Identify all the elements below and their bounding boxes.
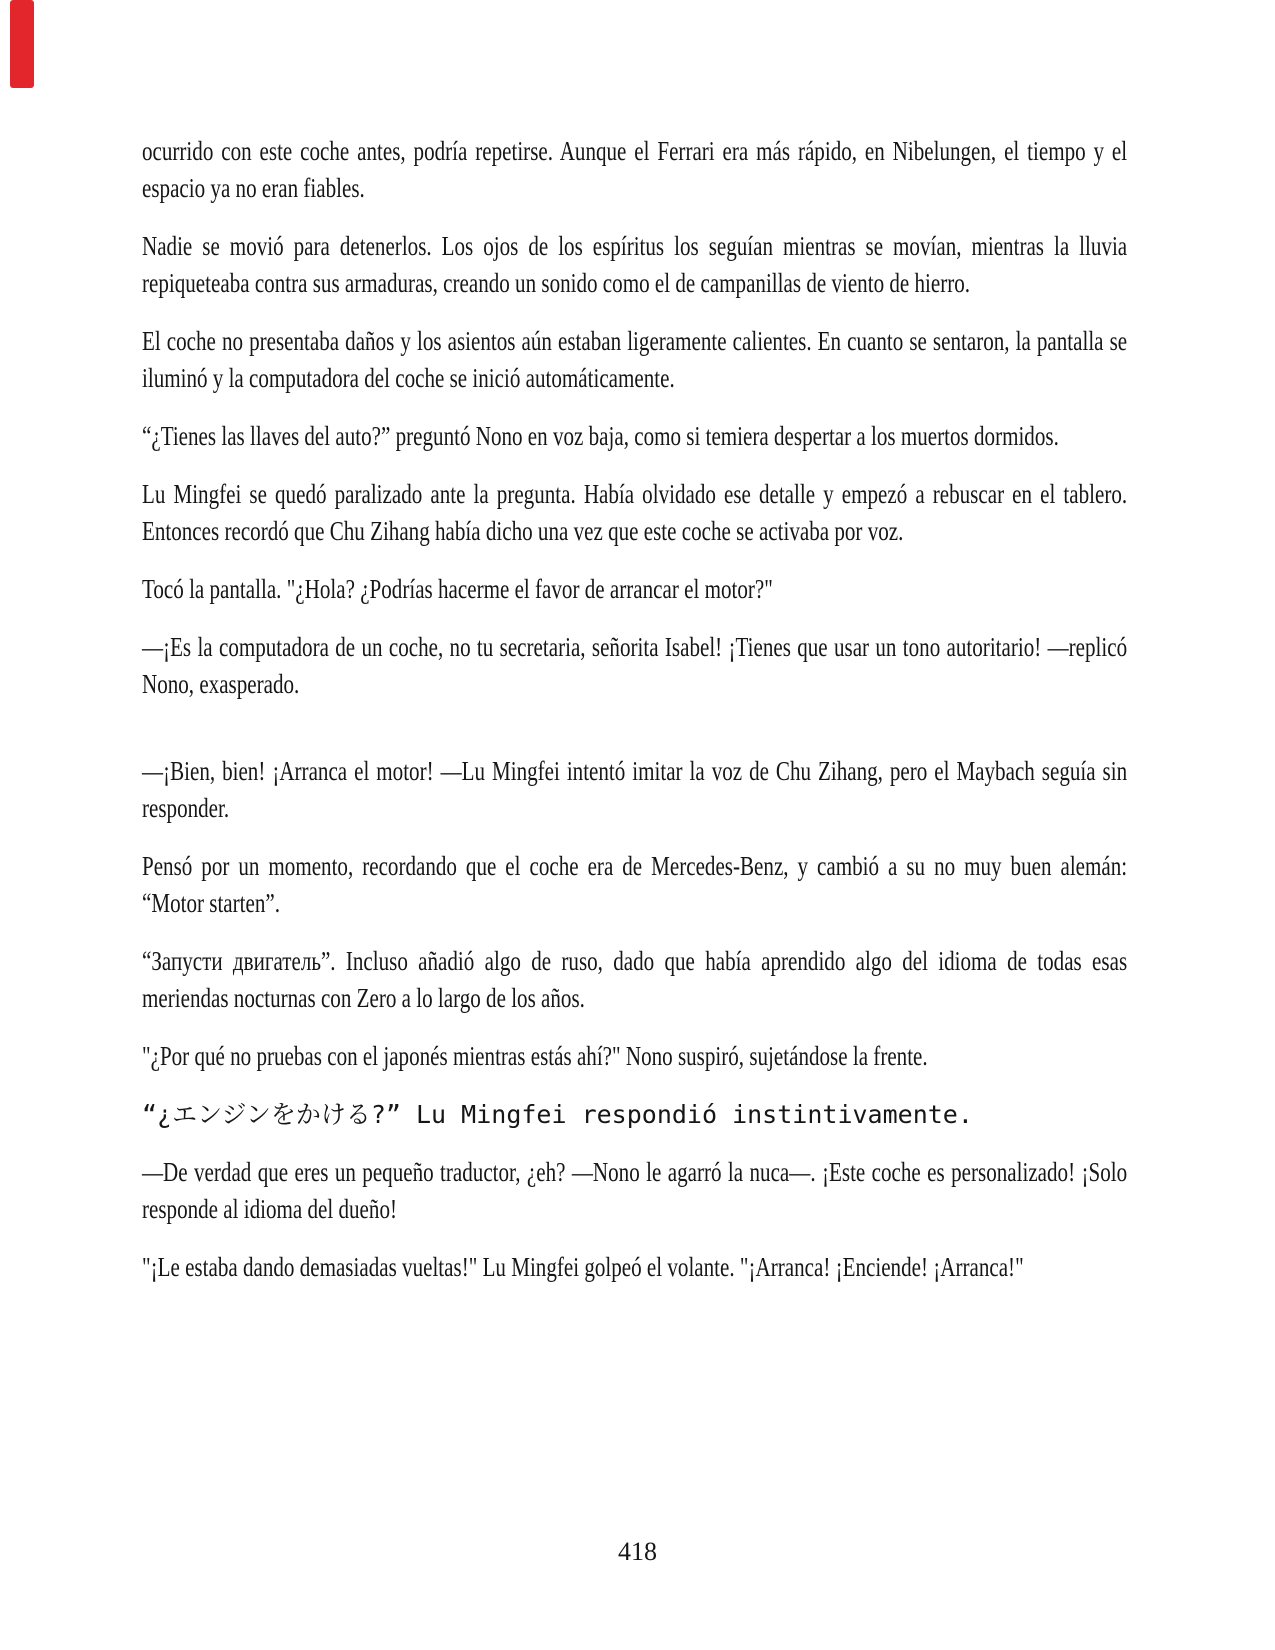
page-text-block bbox=[142, 133, 1127, 1307]
paragraph: —De verdad que eres un pequeño traductor, ¿eh? —Nono le agarró la nuca—. ¡Este coche es personalizado! ¡Solo responde al idioma del dueño! bbox=[142, 1157, 1128, 1224]
page-number: 418 bbox=[618, 1537, 657, 1566]
paragraph: Tocó la pantalla. "¿Hola? ¿Podrías hacerme el favor de arrancar el motor?" bbox=[142, 574, 773, 604]
paragraph: “Запусти двигатель”. Incluso añadió algo de ruso, dado que había aprendido algo del idioma de todas esas meriendas nocturnas con Zero a lo largo de los años. bbox=[142, 946, 1128, 1013]
paragraph: “¿エンジンをかける?” Lu Mingfei respondió instintivamente. bbox=[142, 1100, 973, 1129]
paragraph: El coche no presentaba daños y los asientos aún estaban ligeramente calientes. En cuanto se sentaron, la pantalla se iluminó y la computadora del coche se inició automáticamente. bbox=[142, 326, 1128, 393]
scroll-position-marker bbox=[10, 0, 34, 88]
paragraph: “¿Tienes las llaves del auto?” preguntó Nono en voz baja, como si temiera despertar a los muertos dormidos. bbox=[142, 421, 1059, 451]
paragraph: Pensó por un momento, recordando que el coche era de Mercedes-Benz, y cambió a su no muy buen alemán: “Motor starten”. bbox=[142, 851, 1128, 918]
paragraph: "¡Le estaba dando demasiadas vueltas!" Lu Mingfei golpeó el volante. "¡Arranca! ¡Enciende! ¡Arranca!" bbox=[142, 1252, 1024, 1282]
paragraph: —¡Es la computadora de un coche, no tu secretaria, señorita Isabel! ¡Tienes que usar un tono autoritario! —replicó Nono, exasperado. bbox=[142, 632, 1128, 699]
paragraph: "¿Por qué no pruebas con el japonés mientras estás ahí?" Nono suspiró, sujetándose la frente. bbox=[142, 1041, 928, 1071]
paragraph: —¡Bien, bien! ¡Arranca el motor! —Lu Mingfei intentó imitar la voz de Chu Zihang, pero el Maybach seguía sin responder. bbox=[142, 756, 1128, 823]
paragraph: ocurrido con este coche antes, podría repetirse. Aunque el Ferrari era más rápido, en Nibelungen, el tiempo y el espacio ya no eran fiables. bbox=[142, 136, 1128, 203]
paragraph: Nadie se movió para detenerlos. Los ojos de los espíritus los seguían mientras se movían, mientras la lluvia repiqueteaba contra sus armaduras, creando un sonido como el de campanillas de viento de hierro. bbox=[142, 231, 1128, 298]
paragraph: Lu Mingfei se quedó paralizado ante la pregunta. Había olvidado ese detalle y empezó a rebuscar en el tablero. Entonces recordó que Chu Zihang había dicho una vez que este coche se activaba por voz. bbox=[142, 479, 1128, 546]
